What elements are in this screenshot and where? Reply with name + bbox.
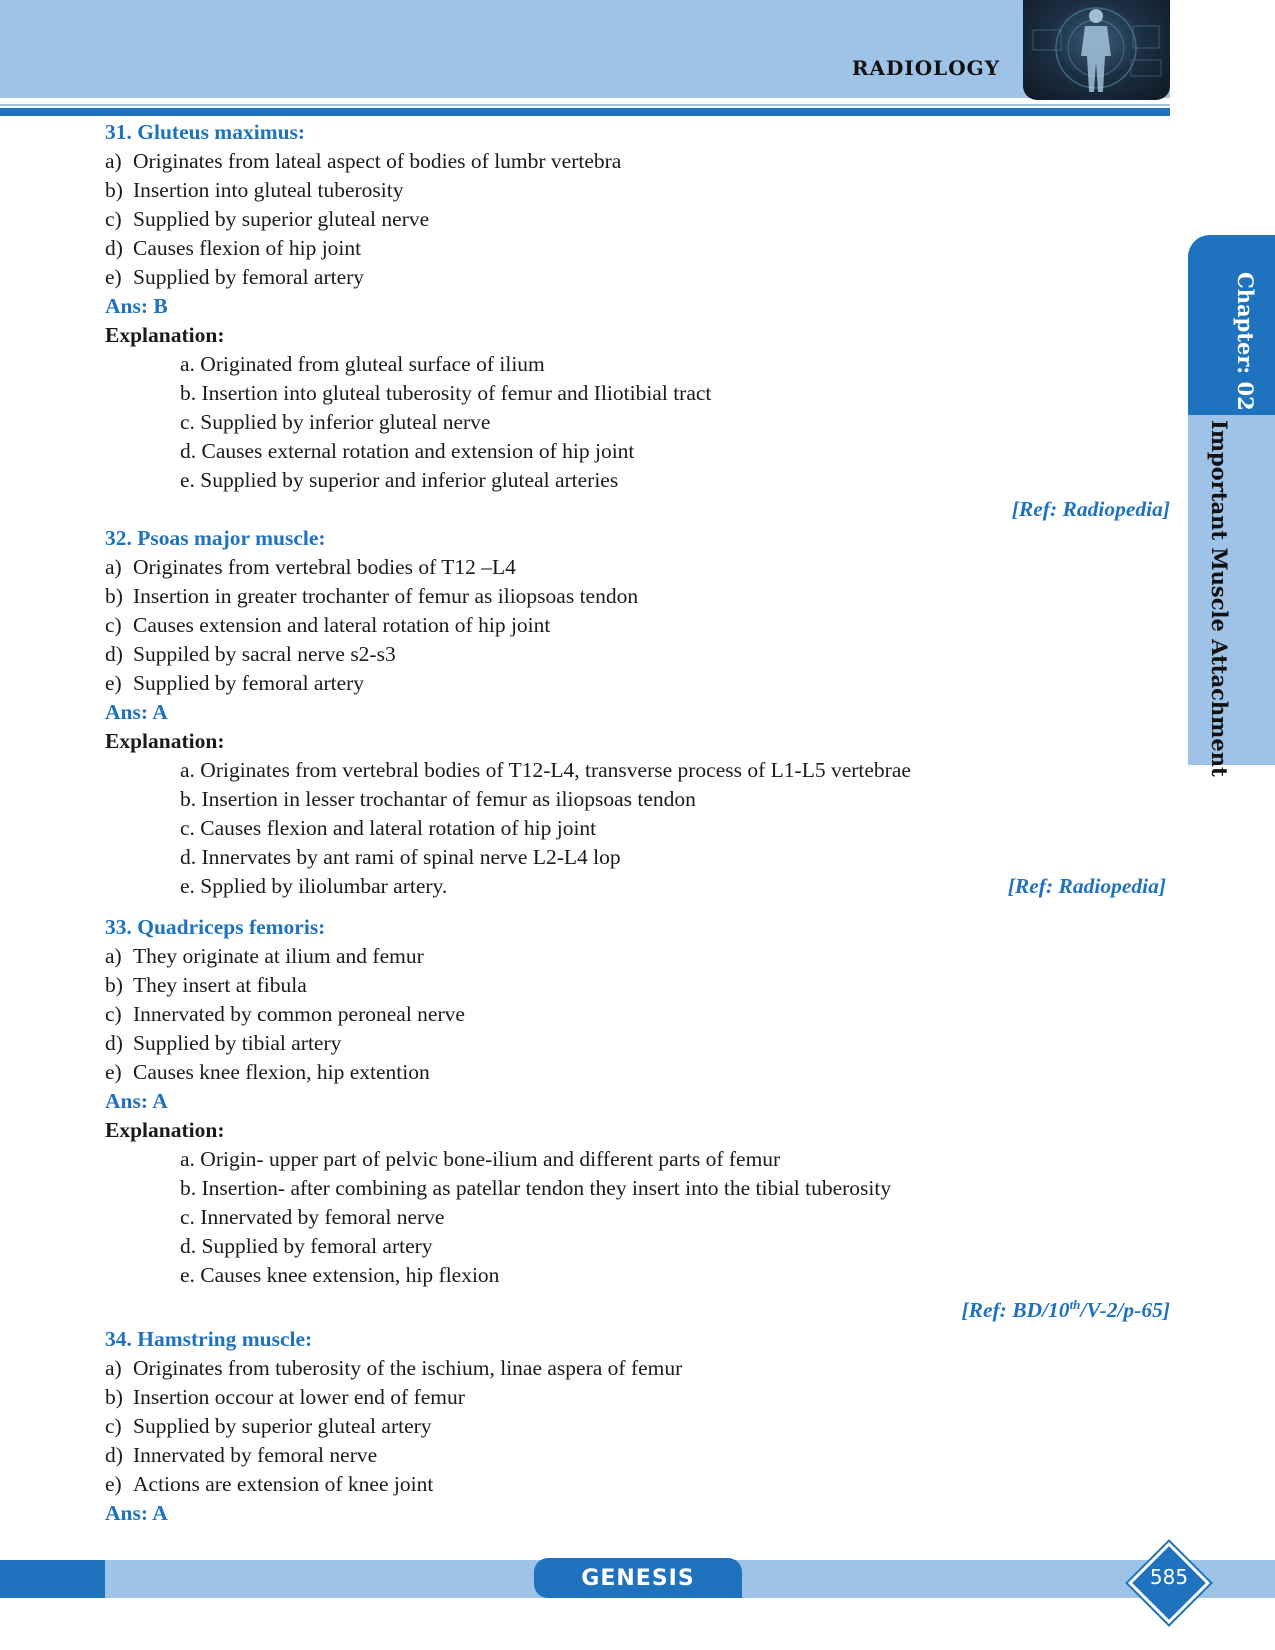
- option: c) Innervated by common peroneal nerve: [105, 1002, 465, 1026]
- answer: Ans: A: [105, 1089, 168, 1113]
- option: b) They insert at fibula: [105, 973, 307, 997]
- explanation-heading: Explanation:: [105, 729, 225, 753]
- explanation-list: [180, 350, 1170, 495]
- header-rule-thin: [0, 104, 1170, 106]
- option: e) Actions are extension of knee joint: [105, 1472, 434, 1497]
- question-33: [105, 913, 1170, 1325]
- explanation-item: e. Spplied by iliolumbar artery.: [180, 874, 448, 898]
- footer-left-block: [0, 1560, 105, 1598]
- explanation-item: e. Causes knee extension, hip flexion: [180, 1263, 500, 1287]
- option: b) Insertion in greater trochanter of femur as iliopsoas tendon: [105, 584, 639, 608]
- explanation-item: d. Supplied by femoral artery: [180, 1234, 433, 1258]
- question-31: [105, 118, 1170, 524]
- question-34: [105, 1325, 1170, 1528]
- explanation-item: c. Supplied by inferior gluteal nerve: [180, 410, 491, 434]
- explanation-heading: Explanation:: [105, 323, 225, 347]
- question-32: [105, 524, 1170, 913]
- option: b) Insertion into gluteal tuberosity: [105, 178, 404, 202]
- option: a) Originates from lateal aspect of bodies of lumbr vertebra: [105, 149, 622, 173]
- option: e) Supplied by femoral artery: [105, 671, 365, 695]
- explanation-heading: Explanation:: [105, 1118, 225, 1142]
- question-title: 33. Quadriceps femoris:: [105, 915, 326, 939]
- header-band: [0, 0, 1170, 98]
- spacer: [105, 901, 1170, 913]
- explanation-item: e. Supplied by superior and inferior gluteal arteries: [180, 468, 619, 492]
- side-tab-top: [1188, 235, 1275, 415]
- option: a) Originates from vertebral bodies of T12 –L4: [105, 555, 516, 579]
- explanation-item: a. Originates from vertebral bodies of T12-L4, transverse process of L1-L5 vertebrae: [180, 758, 911, 782]
- explanation-item: b. Insertion in lesser trochantar of femur as iliopsoas tendon: [180, 787, 696, 811]
- option: c) Supplied by superior gluteal artery: [105, 1414, 432, 1439]
- reference: [Ref: BD/10th/V-2/p-65]: [961, 1297, 1170, 1323]
- footer-brand-logo: [534, 1558, 742, 1598]
- explanation-list: [180, 1145, 1170, 1290]
- option: e) Supplied by femoral artery: [105, 265, 365, 289]
- explanation-item: c. Innervated by femoral nerve: [180, 1205, 445, 1229]
- option: b) Insertion occour at lower end of femur: [105, 1385, 465, 1410]
- reference: [Ref: Radiopedia]: [1007, 874, 1166, 898]
- reference: [Ref: Radiopedia]: [1011, 497, 1170, 521]
- side-tab-chapter: Chapter: 02: [1233, 272, 1258, 411]
- question-title: 31. Gluteus maximus:: [105, 120, 306, 144]
- explanation-item: b. Insertion into gluteal tuberosity of femur and Iliotibial tract: [180, 381, 712, 405]
- answer: Ans: A: [105, 700, 168, 724]
- explanation-list: [180, 756, 1170, 901]
- explanation-item: a. Origin- upper part of pelvic bone-ilium and different parts of femur: [180, 1147, 781, 1171]
- option: d) Innervated by femoral nerve: [105, 1443, 378, 1468]
- answer: Ans: B: [105, 294, 168, 318]
- explanation-item-row: [180, 872, 1170, 901]
- page-number: 585: [1149, 1565, 1189, 1589]
- answer: Ans: A: [105, 1501, 168, 1526]
- question-title: 32. Psoas major muscle:: [105, 526, 326, 550]
- side-tab-subject: Important Muscle Attachment: [1207, 420, 1232, 777]
- explanation-item: d. Innervates by ant rami of spinal nerve L2-L4 lop: [180, 845, 621, 869]
- option: a) Originates from tuberosity of the ischium, linae aspera of femur: [105, 1356, 683, 1381]
- option: a) They originate at ilium and femur: [105, 944, 424, 968]
- explanation-item: c. Causes flexion and lateral rotation of hip joint: [180, 816, 597, 840]
- brand-name: GENESIS: [581, 1566, 695, 1591]
- option: c) Supplied by superior gluteal nerve: [105, 207, 430, 231]
- explanation-item: a. Originated from gluteal surface of ilium: [180, 352, 545, 376]
- option: e) Causes knee flexion, hip extention: [105, 1060, 430, 1084]
- header-rule: [0, 108, 1170, 116]
- option: d) Supplied by tibial artery: [105, 1031, 342, 1055]
- option: c) Causes extension and lateral rotation of hip joint: [105, 613, 551, 637]
- explanation-item: d. Causes external rotation and extension of hip joint: [180, 439, 635, 463]
- page-content: [105, 118, 1170, 1528]
- question-title: 34. Hamstring muscle:: [105, 1327, 313, 1352]
- option: d) Suppiled by sacral nerve s2-s3: [105, 642, 396, 666]
- explanation-item: b. Insertion- after combining as patellar tendon they insert into the tibial tuberosity: [180, 1176, 892, 1200]
- header-title: RADIOLOGY: [851, 56, 1000, 80]
- option: d) Causes flexion of hip joint: [105, 236, 362, 260]
- human-body-scan-image: [1023, 0, 1170, 100]
